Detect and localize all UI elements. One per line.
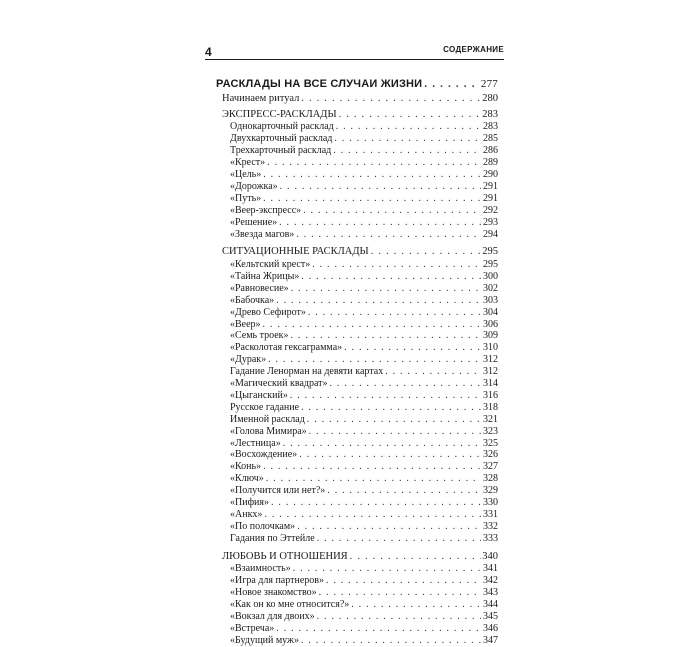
toc-item-entry (216, 121, 498, 133)
dot-leader (350, 551, 481, 564)
dot-leader (290, 390, 481, 402)
toc-entry-page: 340 (482, 550, 498, 562)
toc-entry-page: 314 (483, 378, 498, 390)
dot-leader (264, 509, 481, 521)
toc-entry-title: «Восхождение» (230, 449, 298, 461)
toc-entry-title: «Веер-экспресс» (230, 204, 302, 216)
dot-leader (263, 169, 481, 181)
toc-entry-title: «Расколотая гексаграмма» (230, 342, 343, 354)
toc-entry-page: 289 (483, 157, 498, 169)
toc-entry-page: 302 (483, 282, 498, 294)
toc-entry-page: 295 (482, 246, 498, 258)
toc-entry-title: «Крест» (230, 157, 266, 169)
toc-part-entry (216, 78, 498, 91)
toc-item-entry (216, 354, 498, 366)
dot-leader (291, 283, 481, 295)
dot-leader (280, 181, 481, 193)
toc-item-entry (216, 342, 498, 354)
toc-entry-title: «Древо Сефирот» (230, 306, 306, 318)
table-of-contents (216, 78, 498, 647)
dot-leader (317, 611, 481, 623)
dot-leader (334, 133, 481, 145)
toc-section-group (216, 246, 498, 544)
toc-item-entry (216, 283, 498, 295)
toc-section-group (216, 551, 498, 647)
toc-item-entry (216, 390, 498, 402)
toc-entry-title: «Равновесие» (230, 282, 289, 294)
toc-entry-title: Гадание Ленорман на девяти картах (230, 366, 384, 378)
toc-section-entry (216, 551, 498, 564)
dot-leader (317, 533, 481, 545)
toc-entry-page: 295 (483, 258, 498, 270)
toc-entry-title: «Решение» (230, 216, 278, 228)
toc-entry-title: «Бабочка» (230, 294, 275, 306)
toc-entry-title: РАСКЛАДЫ НА ВСЕ СЛУЧАИ ЖИЗНИ (216, 78, 423, 90)
toc-item-entry (216, 575, 498, 587)
dot-leader (301, 402, 481, 414)
toc-intro-entry (216, 93, 498, 105)
toc-entry-title: «Дурак» (230, 354, 267, 366)
toc-item-entry (216, 426, 498, 438)
dot-leader (267, 157, 481, 169)
toc-item-entry (216, 599, 498, 611)
toc-entry-title: Начинаем ритуал (222, 93, 300, 104)
toc-entry-title: Трехкарточный расклад (230, 145, 332, 157)
dot-leader (283, 438, 481, 450)
toc-entry-page: 306 (483, 318, 498, 330)
dot-leader (263, 461, 481, 473)
toc-entry-title: «Путь» (230, 192, 262, 204)
dot-leader (385, 366, 481, 378)
dot-leader (326, 575, 481, 587)
toc-entry-page: 318 (483, 401, 498, 413)
toc-entry-page: 286 (483, 145, 498, 157)
toc-entry-page: 332 (483, 520, 498, 532)
toc-item-entry (216, 461, 498, 473)
dot-leader (303, 205, 481, 217)
toc-entry-title: «Вокзал для двоих» (230, 610, 315, 622)
toc-entry-title: «Голова Мимира» (230, 425, 307, 437)
toc-entry-title: «Магический квадрат» (230, 378, 328, 390)
toc-entry-title: ЛЮБОВЬ И ОТНОШЕНИЯ (222, 550, 348, 562)
toc-entry-page: 280 (482, 93, 498, 104)
toc-entry-title: Именной расклад (230, 413, 305, 425)
toc-entry-title: «Цыганский» (230, 389, 288, 401)
dot-leader (344, 342, 481, 354)
dot-leader (263, 319, 481, 331)
toc-item-entry (216, 563, 498, 575)
toc-entry-title: «Тайна Жрицы» (230, 270, 300, 282)
toc-item-entry (216, 623, 498, 635)
dot-leader (266, 473, 481, 485)
toc-item-entry (216, 217, 498, 229)
toc-entry-page: 329 (483, 485, 498, 497)
toc-item-entry (216, 449, 498, 461)
dot-leader (263, 193, 481, 205)
dot-leader (330, 378, 481, 390)
toc-item-entry (216, 611, 498, 623)
toc-entry-page: 316 (483, 389, 498, 401)
dot-leader (351, 599, 481, 611)
dot-leader (339, 109, 481, 122)
toc-entry-page: 333 (483, 532, 498, 544)
toc-entry-title: «Цель» (230, 169, 262, 181)
toc-section-entry (216, 109, 498, 122)
toc-entry-title: «Конь» (230, 461, 262, 473)
toc-item-entry (216, 295, 498, 307)
dot-leader (276, 295, 481, 307)
toc-entry-page: 304 (483, 306, 498, 318)
toc-entry-page: 341 (483, 563, 498, 575)
toc-entry-page: 323 (483, 425, 498, 437)
toc-entry-page: 312 (483, 354, 498, 366)
dot-leader (336, 121, 481, 133)
dot-leader (333, 145, 481, 157)
dot-leader (279, 217, 481, 229)
toc-entry-page: 346 (483, 622, 498, 634)
toc-entry-page: 326 (483, 449, 498, 461)
toc-entry-page: 293 (483, 216, 498, 228)
dot-leader (307, 414, 481, 426)
toc-entry-title: «Получится или нет?» (230, 485, 326, 497)
toc-item-entry (216, 402, 498, 414)
toc-entry-title: «Пифия» (230, 497, 270, 509)
toc-entry-page: 345 (483, 610, 498, 622)
dot-leader (296, 229, 481, 241)
toc-entry-page: 291 (483, 180, 498, 192)
toc-entry-title: «Будущий муж» (230, 634, 299, 646)
toc-item-entry (216, 229, 498, 241)
header-rule (205, 59, 504, 60)
toc-entry-title: «Игра для партнеров» (230, 575, 324, 587)
toc-section-group (216, 109, 498, 241)
toc-entry-page: 327 (483, 461, 498, 473)
dot-leader (293, 563, 481, 575)
toc-item-entry (216, 497, 498, 509)
running-head: СОДЕРЖАНИЕ (443, 45, 504, 54)
toc-item-entry (216, 366, 498, 378)
toc-entry-page: 321 (483, 413, 498, 425)
toc-entry-page: 328 (483, 473, 498, 485)
toc-item-entry (216, 378, 498, 390)
toc-entry-title: «Лестница» (230, 437, 281, 449)
toc-entry-title: Гадания по Эттейле (230, 532, 315, 544)
toc-item-entry (216, 169, 498, 181)
toc-entry-title: «Кельтский крест» (230, 258, 311, 270)
toc-entry-title: Русское гадание (230, 401, 300, 413)
toc-entry-page: 325 (483, 437, 498, 449)
toc-entry-title: «Звезда магов» (230, 228, 295, 240)
toc-entry-page: 344 (483, 598, 498, 610)
toc-item-entry (216, 319, 498, 331)
toc-entry-page: 310 (483, 342, 498, 354)
dot-leader (312, 259, 481, 271)
toc-entry-title: «Анкх» (230, 509, 263, 520)
page-number: 4 (205, 45, 212, 59)
toc-item-entry (216, 133, 498, 145)
toc-entry-page: 331 (483, 509, 498, 520)
toc-entry-page: 300 (483, 270, 498, 282)
toc-entry-title: «Ключ» (230, 473, 264, 485)
toc-entry-page: 330 (483, 497, 498, 509)
toc-item-entry (216, 485, 498, 497)
toc-entry-page: 283 (483, 121, 498, 133)
toc-sections (216, 109, 498, 647)
toc-entry-title: «По полочкам» (230, 520, 296, 532)
toc-item-entry (216, 521, 498, 533)
toc-item-entry (216, 145, 498, 157)
dot-leader (276, 623, 481, 635)
dot-leader (271, 497, 481, 509)
toc-entry-title: «Как он ко мне относится?» (230, 598, 350, 610)
toc-entry-title: ЭКСПРЕСС-РАСКЛАДЫ (222, 108, 337, 120)
toc-entry-page: 309 (483, 330, 498, 342)
toc-item-entry (216, 271, 498, 283)
toc-item-entry (216, 587, 498, 599)
toc-entry-page: 291 (483, 192, 498, 204)
toc-item-entry (216, 259, 498, 271)
toc-entry-page: 343 (483, 587, 498, 599)
toc-entry-page: 283 (482, 108, 498, 120)
toc-entry-title: «Новое знакомство» (230, 587, 317, 599)
dot-leader (301, 93, 481, 105)
toc-entry-page: 277 (480, 78, 498, 90)
dot-leader (424, 78, 480, 91)
toc-entry-page: 342 (483, 575, 498, 587)
toc-entry-title: Однокарточный расклад (230, 121, 334, 133)
toc-entry-page: 312 (483, 366, 498, 378)
dot-leader (327, 485, 481, 497)
dot-leader (299, 449, 481, 461)
toc-entry-title: «Встреча» (230, 622, 275, 634)
toc-item-entry (216, 509, 498, 521)
toc-item-entry (216, 205, 498, 217)
dot-leader (301, 271, 481, 283)
dot-leader (308, 307, 481, 319)
toc-item-entry (216, 635, 498, 647)
toc-item-entry (216, 307, 498, 319)
toc-item-entry (216, 157, 498, 169)
toc-item-entry (216, 193, 498, 205)
toc-entry-title: Двухкарточный расклад (230, 133, 333, 145)
toc-section-entry (216, 246, 498, 259)
toc-entry-title: «Взаимность» (230, 563, 291, 575)
dot-leader (301, 635, 481, 647)
toc-entry-title: «Веер» (230, 318, 261, 330)
toc-entry-page: 303 (483, 294, 498, 306)
toc-item-entry (216, 330, 498, 342)
toc-entry-page: 285 (483, 133, 498, 145)
dot-leader (319, 587, 481, 599)
dot-leader (309, 426, 481, 438)
toc-entry-page: 347 (483, 634, 498, 646)
toc-entry-page: 294 (483, 228, 498, 240)
toc-entry-title: «Семь троек» (230, 330, 289, 342)
dot-leader (297, 521, 481, 533)
dot-leader (291, 330, 481, 342)
toc-item-entry (216, 473, 498, 485)
toc-entry-title: СИТУАЦИОННЫЕ РАСКЛАДЫ (222, 246, 369, 258)
toc-item-entry (216, 438, 498, 450)
toc-item-entry (216, 414, 498, 426)
toc-entry-title: «Дорожка» (230, 180, 278, 192)
toc-item-entry (216, 533, 498, 545)
toc-item-entry (216, 181, 498, 193)
toc-entry-page: 290 (483, 169, 498, 181)
dot-leader (371, 246, 481, 259)
toc-entry-page: 292 (483, 204, 498, 216)
dot-leader (268, 354, 481, 366)
